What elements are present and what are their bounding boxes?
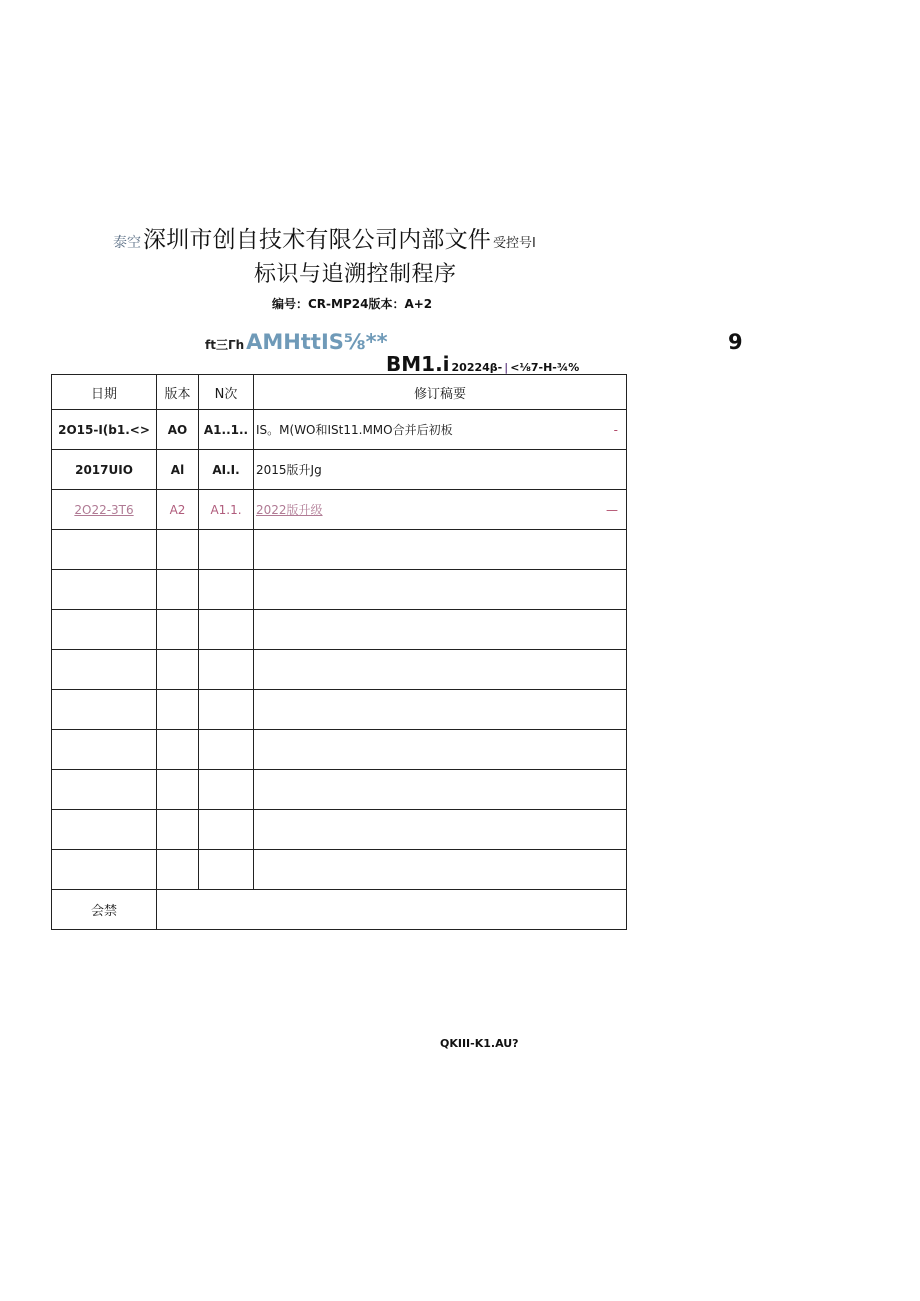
stamp-small-text: ft三Γh [205,338,245,352]
row-date: 2O22-3T6 [52,490,157,530]
row-mark: - [613,422,618,437]
footer-code: QKIII-K1.AU? [440,1037,519,1050]
table-row [52,530,627,570]
table-row [52,410,627,450]
sign-row [52,890,627,930]
header-suffix: 受控号I [493,236,536,251]
table-row [52,690,627,730]
row-version: Al [157,450,199,490]
bm-separator: | [504,361,509,374]
header-summary: 修订稿要 [254,375,627,410]
table-row [52,730,627,770]
row-date: 2017UIO [52,450,157,490]
table-row [52,650,627,690]
row-version: AO [157,410,199,450]
document-header [113,221,536,253]
bm-small-text: 20224β- [451,361,503,374]
table-row [52,570,627,610]
document-title: 标识与追溯控制程序 [254,262,457,287]
row-summary-cell [254,450,627,490]
stamp-line [205,330,388,354]
row-summary-cell [254,490,627,530]
header-version: 版本 [157,375,199,410]
table-row [52,850,627,890]
table-row [52,610,627,650]
table-header-row [52,375,627,410]
row-mark: — [606,502,618,517]
document-meta: 编号：CR-MP24版本：A+2 [272,297,433,311]
bm-big-text: BM1.i [386,352,450,376]
header-prefix: 泰空 [113,235,141,251]
table-row [52,770,627,810]
bm-accent-text: <⅛7-H-¾% [510,361,580,374]
row-summary-cell [254,410,627,450]
row-summary: IS。M(WO和ISt11.MMO合并后初板 [256,423,453,437]
header-count: N次 [199,375,254,410]
row-summary: 2015版升Jg [256,463,322,477]
row-version: A2 [157,490,199,530]
row-count: AI.I. [199,450,254,490]
header-date: 日期 [52,375,157,410]
table-row [52,490,627,530]
row-count: A1..1.. [199,410,254,450]
sign-label: 会禁 [52,890,157,930]
stamp-big-text: AMHttIS⅝** [246,330,388,354]
table-row [52,810,627,850]
bm-line [386,352,579,376]
row-summary: 2022版升级 [256,503,323,517]
company-name: 深圳市创自技术有限公司内部文件 [143,227,491,253]
sign-area [157,890,627,930]
page-number: 9 [728,330,743,354]
revision-table [51,374,627,930]
row-count: A1.1. [199,490,254,530]
table-row [52,450,627,490]
row-date: 2O15-I(b1.<> [52,410,157,450]
